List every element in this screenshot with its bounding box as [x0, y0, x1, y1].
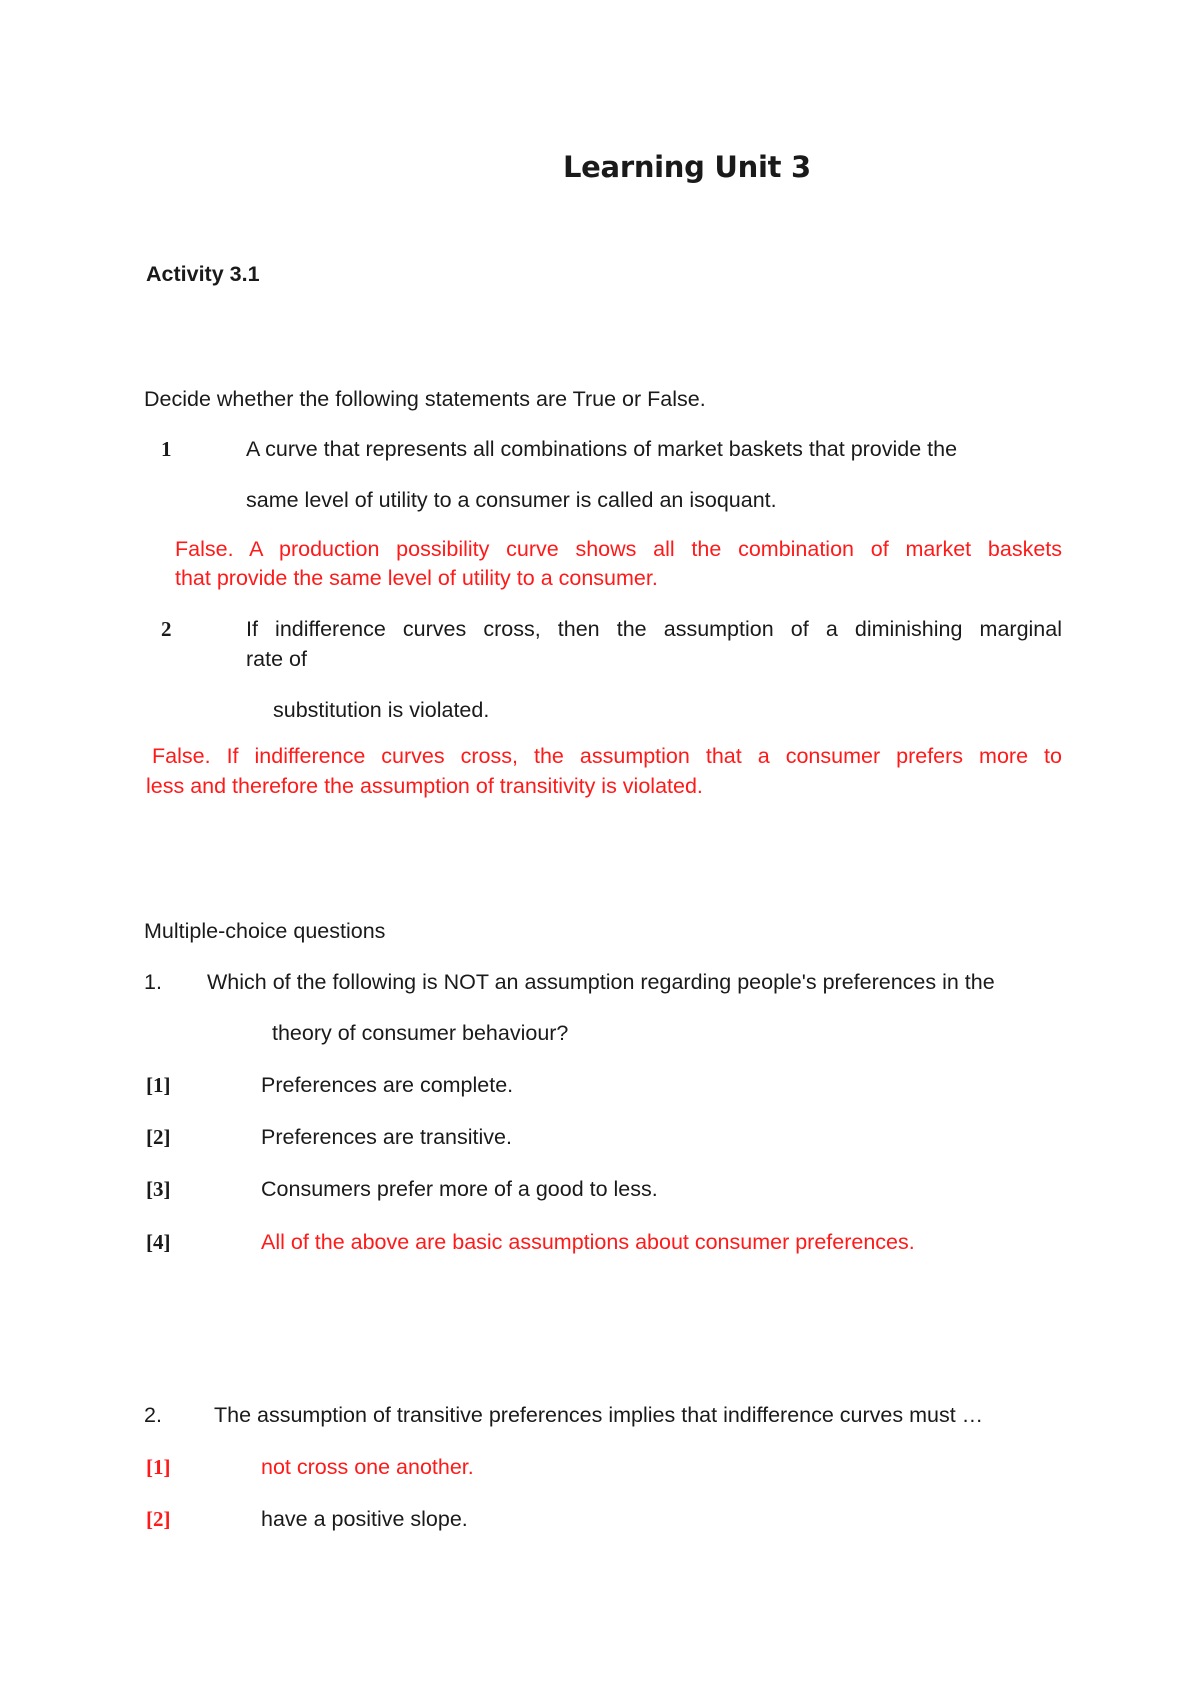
activity-heading: Activity 3.1 — [146, 262, 260, 286]
mcq-question-text: Which of the following is NOT an assumption regarding people's preferences in the — [207, 970, 995, 994]
mcq-option-label: [1] — [146, 1073, 171, 1097]
mcq-question-text: theory of consumer behaviour? — [272, 1021, 569, 1045]
mcq-question-number: 2. — [144, 1403, 162, 1427]
mcq-option-label: [4] — [146, 1230, 171, 1254]
tf-item-text: If indifference curves cross, then the assumption of a diminishing marginal — [246, 617, 1062, 641]
mcq-option-text: Preferences are complete. — [261, 1073, 514, 1097]
tf-item-number: 2 — [161, 617, 172, 641]
mcq-question-number: 1. — [144, 970, 162, 994]
mcq-option-text: Consumers prefer more of a good to less. — [261, 1177, 658, 1201]
mcq-option-label: [2] — [146, 1125, 171, 1149]
tf-answer: False. If indifference curves cross, the assumption that a consumer prefers more to — [152, 744, 1062, 768]
tf-answer: that provide the same level of utility to a consumer. — [175, 566, 658, 590]
page-title: Learning Unit 3 — [563, 150, 811, 184]
mcq-option-text: Preferences are transitive. — [261, 1125, 512, 1149]
tf-item-text: same level of utility to a consumer is called an isoquant. — [246, 488, 777, 512]
tf-answer: False. A production possibility curve shows all the combination of market baskets — [175, 537, 1062, 561]
tf-item-text: substitution is violated. — [273, 698, 490, 722]
mcq-option-label: [2] — [146, 1507, 171, 1531]
tf-item-text: rate of — [246, 647, 307, 671]
mcq-option-text-answer: All of the above are basic assumptions about consumer preferences. — [261, 1230, 915, 1254]
mcq-option-label-answer: [1] — [146, 1455, 171, 1479]
tf-answer: less and therefore the assumption of transitivity is violated. — [146, 774, 703, 798]
instruction-text: Decide whether the following statements are True or False. — [144, 387, 706, 411]
mcq-heading: Multiple-choice questions — [144, 919, 386, 943]
mcq-question-text: The assumption of transitive preferences implies that indifference curves must … — [214, 1403, 984, 1427]
tf-item-number: 1 — [161, 437, 172, 461]
mcq-option-text: have a positive slope. — [261, 1507, 468, 1531]
mcq-option-label: [3] — [146, 1177, 171, 1201]
tf-item-text: A curve that represents all combinations of market baskets that provide the — [246, 437, 958, 461]
mcq-option-text-answer: not cross one another. — [261, 1455, 474, 1479]
